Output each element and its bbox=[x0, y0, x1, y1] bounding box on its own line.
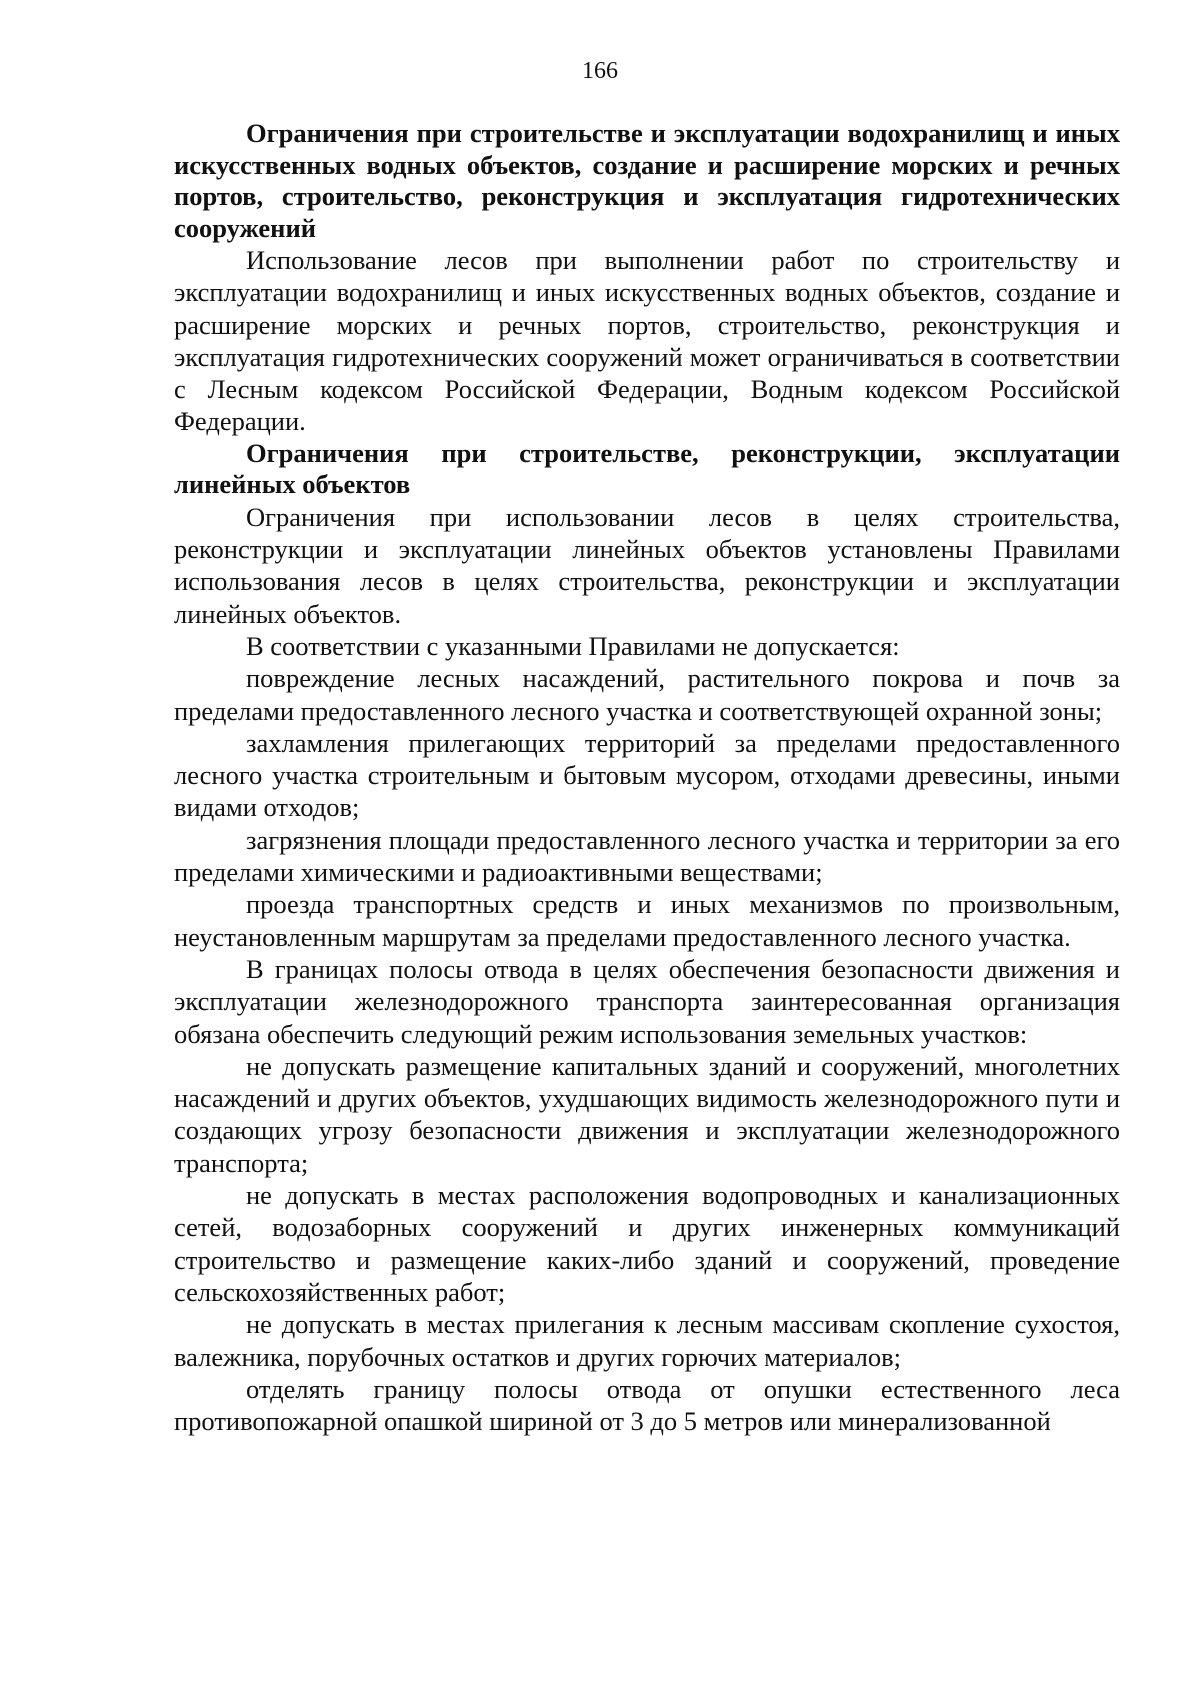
list-item: не допускать в местах прилегания к лесным массивам скопление сухостоя, валежника, порубочных остатков и других горючих материалов; bbox=[174, 1309, 1120, 1372]
list-item: проезда транспортных средств и иных механизмов по произвольным, неустановленным маршрутам за пределами предоставленного лесного участка. bbox=[174, 889, 1120, 952]
paragraph: В соответствии с указанными Правилами не допускается: bbox=[246, 630, 900, 661]
list-item: загрязнения площади предоставленного лесного участка и территории за его пределами химическими и радиоактивными веществами; bbox=[174, 824, 1120, 888]
paragraph: В границах полосы отвода в целях обеспечения безопасности движения и эксплуатации железнодорожного транспорта заинтересованная организация обязана обеспечить следующий режим использования земельных участков: bbox=[174, 953, 1120, 1049]
paragraph: Ограничения при использовании лесов в целях строительства, реконструкции и эксплуатации линейных объектов установлены Правилами использования лесов в целях строительства, реконструкции и эксплуатации линейных объектов. bbox=[174, 501, 1120, 629]
section-reservoirs bbox=[174, 118, 1120, 438]
paragraph: Использование лесов при выполнении работ по строительству и эксплуатации водохранилищ и иных искусственных водных объектов, создание и расширение морских и речных портов, строительство, реконструкция и эксплуатация гидротехнических сооружений может ограничиваться в соответствии с Лесным кодексом Российской Федерации, Водным кодексом Российской Федерации. bbox=[174, 245, 1120, 437]
document-body bbox=[174, 118, 1120, 1437]
list-item: не допускать в местах расположения водопроводных и канализационных сетей, водозаборных сооружений и других инженерных коммуникаций строительство и размещение каких-либо зданий и сооружений, проведение сельскохозяйственных работ; bbox=[174, 1180, 1120, 1307]
list-item: отделять границу полосы отвода от опушки естественного леса противопожарной опашкой шириной от 3 до 5 метров или минерализованной bbox=[174, 1373, 1120, 1437]
list-item: захламления прилегающих территорий за пределами предоставленного лесного участка строительным и бытовым мусором, отходами древесины, иными видами отходов; bbox=[174, 727, 1120, 823]
list-item: не допускать размещение капитальных зданий и сооружений, многолетних насаждений и других объектов, ухудшающих видимость железнодорожного пути и создающих угрозу безопасности движения и эксплуатации железнодорожного транспорта; bbox=[174, 1050, 1120, 1178]
section-heading: Ограничения при строительстве, реконструкции, эксплуатации линейных объектов bbox=[174, 437, 1120, 500]
section-linear-objects bbox=[174, 438, 1120, 1438]
page-number: 166 bbox=[582, 58, 618, 84]
list-item: повреждение лесных насаждений, растительного покрова и почв за пределами предоставленного лесного участка и соответствующей охранной зоны; bbox=[174, 663, 1120, 726]
section-heading: Ограничения при строительстве и эксплуатации водохранилищ и иных искусственных водных объектов, создание и расширение морских и речных портов, строительство, реконструкция и эксплуатация гидротехнических сооружений bbox=[174, 118, 1120, 243]
